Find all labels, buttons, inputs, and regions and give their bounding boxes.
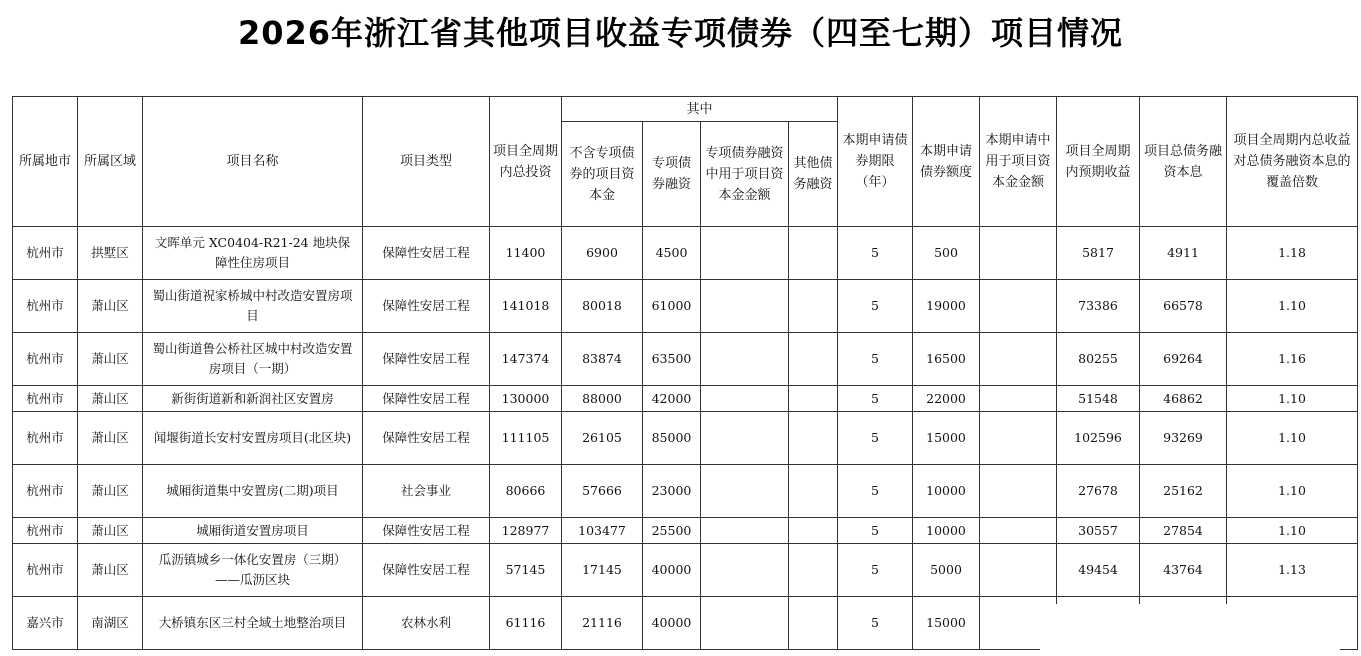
cell-district: 萧山区 bbox=[78, 412, 143, 465]
cell-income: 51548 bbox=[1057, 386, 1140, 412]
header-income: 项目全周期内预期收益 bbox=[1057, 97, 1140, 227]
header-district: 所属区域 bbox=[78, 97, 143, 227]
cell-total: 111105 bbox=[490, 412, 562, 465]
cell-debt: 25162 bbox=[1140, 465, 1227, 518]
cell-name: 文晖单元 XC0404-R21-24 地块保障性住房项目 bbox=[143, 227, 363, 280]
cell-district: 拱墅区 bbox=[78, 227, 143, 280]
cell-total: 141018 bbox=[490, 280, 562, 333]
header-term: 本期申请债券期限（年） bbox=[838, 97, 913, 227]
cell-capital: 57666 bbox=[562, 465, 643, 518]
cell-amount: 15000 bbox=[913, 412, 980, 465]
cell-special: 63500 bbox=[643, 333, 701, 386]
cell-term: 5 bbox=[838, 227, 913, 280]
table-row bbox=[13, 518, 1358, 544]
cell-city: 杭州市 bbox=[13, 333, 78, 386]
cell-type: 保障性安居工程 bbox=[363, 386, 490, 412]
cell-district: 萧山区 bbox=[78, 386, 143, 412]
cell-income: 30557 bbox=[1057, 518, 1140, 544]
header-special: 专项债券融资 bbox=[643, 122, 701, 227]
cell-city: 杭州市 bbox=[13, 280, 78, 333]
cell-capital: 83874 bbox=[562, 333, 643, 386]
table-body bbox=[13, 227, 1358, 650]
cell-debt: 27854 bbox=[1140, 518, 1227, 544]
cell-type: 保障性安居工程 bbox=[363, 227, 490, 280]
cell-income: 49454 bbox=[1057, 544, 1140, 597]
header-debt: 项目总债务融资本息 bbox=[1140, 97, 1227, 227]
cell-term: 5 bbox=[838, 518, 913, 544]
cell-district: 南湖区 bbox=[78, 597, 143, 650]
cell-amount: 10000 bbox=[913, 518, 980, 544]
header-capital: 不含专项债券的项目资本金 bbox=[562, 122, 643, 227]
cell-city: 杭州市 bbox=[13, 544, 78, 597]
cell-income: 73386 bbox=[1057, 280, 1140, 333]
cell-other bbox=[789, 227, 838, 280]
cell-special-cap bbox=[701, 597, 789, 650]
header-special-cap: 专项债券融资中用于项目资本金金额 bbox=[701, 122, 789, 227]
cell-amount: 5000 bbox=[913, 544, 980, 597]
cell-term: 5 bbox=[838, 597, 913, 650]
cell-total: 61116 bbox=[490, 597, 562, 650]
cell-special-cap bbox=[701, 333, 789, 386]
cell-coverage: 1.13 bbox=[1227, 544, 1358, 597]
cell-special-cap bbox=[701, 544, 789, 597]
cell-capital: 88000 bbox=[562, 386, 643, 412]
cell-special: 23000 bbox=[643, 465, 701, 518]
cell-amount: 22000 bbox=[913, 386, 980, 412]
cell-special: 61000 bbox=[643, 280, 701, 333]
cell-debt: 69264 bbox=[1140, 333, 1227, 386]
cell-coverage: 1.10 bbox=[1227, 518, 1358, 544]
cell-income: 5817 bbox=[1057, 227, 1140, 280]
cell-city: 杭州市 bbox=[13, 386, 78, 412]
cell-amount-cap bbox=[980, 412, 1057, 465]
cell-city: 杭州市 bbox=[13, 518, 78, 544]
cell-type: 保障性安居工程 bbox=[363, 333, 490, 386]
cell-income: 102596 bbox=[1057, 412, 1140, 465]
cell-district: 萧山区 bbox=[78, 518, 143, 544]
cell-name: 城厢街道安置房项目 bbox=[143, 518, 363, 544]
cell-city: 杭州市 bbox=[13, 227, 78, 280]
cell-other bbox=[789, 597, 838, 650]
cell-type: 社会事业 bbox=[363, 465, 490, 518]
header-total: 项目全周期内总投资 bbox=[490, 97, 562, 227]
cell-other bbox=[789, 465, 838, 518]
header-city: 所属地市 bbox=[13, 97, 78, 227]
header-name: 项目名称 bbox=[143, 97, 363, 227]
cell-city: 嘉兴市 bbox=[13, 597, 78, 650]
cell-total: 57145 bbox=[490, 544, 562, 597]
cell-district: 萧山区 bbox=[78, 280, 143, 333]
cell-total: 11400 bbox=[490, 227, 562, 280]
header-group: 其中 bbox=[562, 97, 838, 122]
cell-other bbox=[789, 280, 838, 333]
cell-name: 大桥镇东区三村全域土地整治项目 bbox=[143, 597, 363, 650]
cell-name: 蜀山街道鲁公桥社区城中村改造安置房项目（一期） bbox=[143, 333, 363, 386]
cell-term: 5 bbox=[838, 544, 913, 597]
cell-special-cap bbox=[701, 412, 789, 465]
cell-amount-cap bbox=[980, 280, 1057, 333]
cell-special-cap bbox=[701, 386, 789, 412]
header-amount-cap: 本期申请中用于项目资本金金额 bbox=[980, 97, 1057, 227]
cell-capital: 17145 bbox=[562, 544, 643, 597]
cell-special: 4500 bbox=[643, 227, 701, 280]
cell-name: 新街街道新和新润社区安置房 bbox=[143, 386, 363, 412]
cell-capital: 21116 bbox=[562, 597, 643, 650]
cell-name: 闻堰街道长安村安置房项目(北区块) bbox=[143, 412, 363, 465]
table-row bbox=[13, 544, 1358, 597]
cell-term: 5 bbox=[838, 465, 913, 518]
cell-term: 5 bbox=[838, 386, 913, 412]
cell-total: 128977 bbox=[490, 518, 562, 544]
cell-city: 杭州市 bbox=[13, 465, 78, 518]
header-other: 其他债务融资 bbox=[789, 122, 838, 227]
cell-capital: 103477 bbox=[562, 518, 643, 544]
cell-coverage: 1.16 bbox=[1227, 333, 1358, 386]
cell-capital: 6900 bbox=[562, 227, 643, 280]
cell-term: 5 bbox=[838, 412, 913, 465]
cell-amount-cap bbox=[980, 544, 1057, 597]
cell-type: 保障性安居工程 bbox=[363, 412, 490, 465]
cell-name: 蜀山街道祝家桥城中村改造安置房项目 bbox=[143, 280, 363, 333]
cell-district: 萧山区 bbox=[78, 465, 143, 518]
cell-amount-cap bbox=[980, 465, 1057, 518]
cell-district: 萧山区 bbox=[78, 544, 143, 597]
cell-term: 5 bbox=[838, 333, 913, 386]
cell-amount-cap bbox=[980, 518, 1057, 544]
cell-special: 40000 bbox=[643, 544, 701, 597]
header-type: 项目类型 bbox=[363, 97, 490, 227]
cell-other bbox=[789, 386, 838, 412]
cell-special-cap bbox=[701, 518, 789, 544]
table-row bbox=[13, 386, 1358, 412]
cell-debt: 66578 bbox=[1140, 280, 1227, 333]
cell-other bbox=[789, 412, 838, 465]
cell-special-cap bbox=[701, 227, 789, 280]
table-row bbox=[13, 280, 1358, 333]
cell-coverage: 1.10 bbox=[1227, 412, 1358, 465]
cell-debt: 93269 bbox=[1140, 412, 1227, 465]
cell-amount: 500 bbox=[913, 227, 980, 280]
cell-amount: 15000 bbox=[913, 597, 980, 650]
header-amount: 本期申请债券额度 bbox=[913, 97, 980, 227]
cell-income: 80255 bbox=[1057, 333, 1140, 386]
cell-city: 杭州市 bbox=[13, 412, 78, 465]
header-coverage: 项目全周期内总收益对总债务融资本息的覆盖倍数 bbox=[1227, 97, 1358, 227]
cell-amount-cap bbox=[980, 386, 1057, 412]
cell-debt: 4911 bbox=[1140, 227, 1227, 280]
redaction-mask bbox=[1040, 604, 1340, 650]
cell-name: 城厢街道集中安置房(二期)项目 bbox=[143, 465, 363, 518]
cell-term: 5 bbox=[838, 280, 913, 333]
cell-type: 保障性安居工程 bbox=[363, 518, 490, 544]
cell-total: 147374 bbox=[490, 333, 562, 386]
table-row bbox=[13, 465, 1358, 518]
cell-special: 85000 bbox=[643, 412, 701, 465]
table-row bbox=[13, 333, 1358, 386]
table-row bbox=[13, 227, 1358, 280]
table-row bbox=[13, 412, 1358, 465]
cell-name: 瓜沥镇城乡一体化安置房（三期）——瓜沥区块 bbox=[143, 544, 363, 597]
cell-type: 农林水利 bbox=[363, 597, 490, 650]
cell-other bbox=[789, 544, 838, 597]
cell-amount: 10000 bbox=[913, 465, 980, 518]
cell-type: 保障性安居工程 bbox=[363, 544, 490, 597]
cell-special-cap bbox=[701, 465, 789, 518]
cell-total: 80666 bbox=[490, 465, 562, 518]
cell-amount: 16500 bbox=[913, 333, 980, 386]
page-title: 2026年浙江省其他项目收益专项债券（四至七期）项目情况 bbox=[237, 14, 1124, 52]
cell-debt: 43764 bbox=[1140, 544, 1227, 597]
cell-amount: 19000 bbox=[913, 280, 980, 333]
cell-coverage: 1.10 bbox=[1227, 465, 1358, 518]
cell-amount-cap bbox=[980, 227, 1057, 280]
cell-capital: 26105 bbox=[562, 412, 643, 465]
cell-total: 130000 bbox=[490, 386, 562, 412]
cell-special: 42000 bbox=[643, 386, 701, 412]
cell-other bbox=[789, 518, 838, 544]
cell-coverage: 1.10 bbox=[1227, 280, 1358, 333]
cell-amount-cap bbox=[980, 333, 1057, 386]
cell-special-cap bbox=[701, 280, 789, 333]
cell-capital: 80018 bbox=[562, 280, 643, 333]
cell-coverage: 1.18 bbox=[1227, 227, 1358, 280]
cell-district: 萧山区 bbox=[78, 333, 143, 386]
cell-debt: 46862 bbox=[1140, 386, 1227, 412]
project-table bbox=[12, 96, 1358, 650]
cell-special: 25500 bbox=[643, 518, 701, 544]
cell-coverage: 1.10 bbox=[1227, 386, 1358, 412]
cell-special: 40000 bbox=[643, 597, 701, 650]
cell-type: 保障性安居工程 bbox=[363, 280, 490, 333]
cell-income: 27678 bbox=[1057, 465, 1140, 518]
cell-other bbox=[789, 333, 838, 386]
